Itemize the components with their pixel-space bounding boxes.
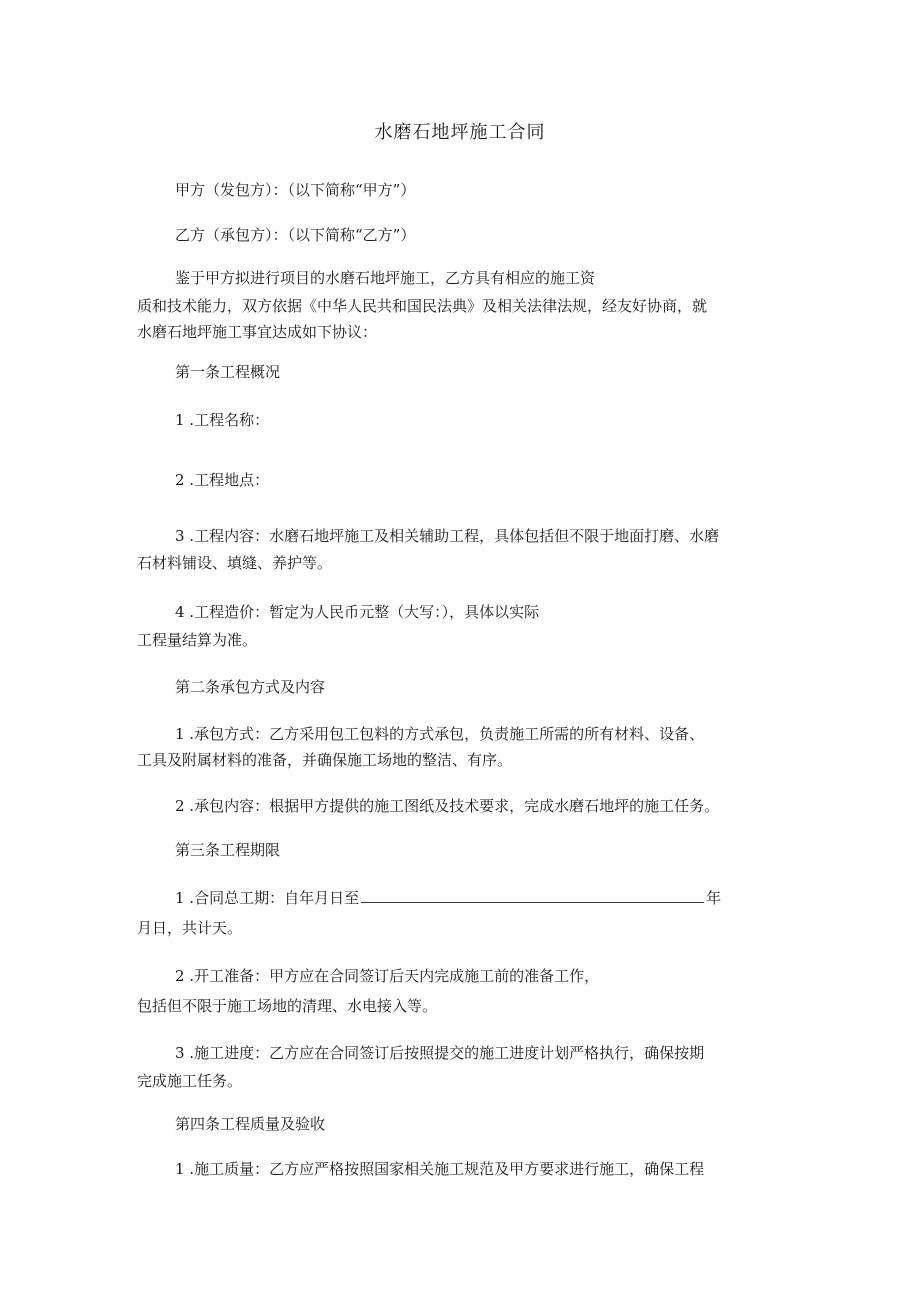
preamble-line-3: 水磨石地坪施工事宜达成如下协议： (137, 323, 378, 341)
party-a-line: 甲方（发包方）：（以下简称“甲方”） (175, 181, 416, 199)
article-1-heading: 第一条工程概况 (175, 363, 281, 381)
article-4-item-1-line-1: 1 .施工质量：乙方应严格按照国家相关施工规范及甲方要求进行施工，确保工程 (175, 1160, 705, 1178)
preamble-line-1: 鉴于甲方拟进行项目的水磨石地坪施工，乙方具有相应的施工资 (175, 269, 596, 287)
article-1-item-4-line-2: 工程量结算为准。 (137, 631, 258, 649)
article-3-item-1-text: 1 .合同总工期：自年月日至 (175, 889, 360, 907)
preamble-line-2: 质和技术能力，双方依据《中华人民共和国民法典》及相关法律法规，经友好协商，就 (137, 297, 708, 315)
article-3-item-3-line-2: 完成施工任务。 (137, 1072, 243, 1090)
article-3-item-2-line-1: 2 .开工准备：甲方应在合同签订后天内完成施工前的准备工作， (175, 967, 600, 985)
article-3-item-1-line-1 (175, 888, 721, 908)
article-1-item-1: 1 .工程名称： (175, 411, 270, 429)
article-1-item-2: 2 .工程地点： (175, 471, 270, 489)
article-1-item-3-line-2: 石材料铺设、填缝、养护等。 (137, 554, 333, 572)
article-1-item-3-line-1: 3 .工程内容：水磨石地坪施工及相关辅助工程，具体包括但不限于地面打磨、水磨 (175, 527, 720, 545)
blank-underline (361, 888, 704, 903)
article-3-item-2-line-2: 包括但不限于施工场地的清理、水电接入等。 (137, 997, 438, 1015)
article-2-item-2: 2 .承包内容：根据甲方提供的施工图纸及技术要求，完成水磨石地坪的施工任务。 (175, 797, 720, 815)
article-2-item-1-line-2: 工具及附属材料的准备，并确保施工场地的整洁、有序。 (137, 751, 513, 769)
article-1-item-4-line-1: 4 .工程造价：暂定为人民币元整（大写：），具体以实际 (175, 603, 540, 621)
article-4-heading: 第四条工程质量及验收 (175, 1115, 326, 1133)
article-2-heading: 第二条承包方式及内容 (175, 678, 326, 696)
article-3-item-3-line-1: 3 .施工进度：乙方应在合同签订后按照提交的施工进度计划严格执行，确保按期 (175, 1044, 705, 1062)
document-title: 水磨石地坪施工合同 (374, 122, 546, 143)
party-b-line: 乙方（承包方）：（以下简称“乙方”） (175, 226, 416, 244)
article-3-heading: 第三条工程期限 (175, 841, 281, 859)
article-2-item-1-line-1: 1 .承包方式：乙方采用包工包料的方式承包，负责施工所需的所有材料、设备、 (175, 725, 705, 743)
article-3-item-1-year: 年 (706, 889, 722, 907)
article-3-item-1-line-2: 月日，共计天。 (137, 919, 243, 937)
